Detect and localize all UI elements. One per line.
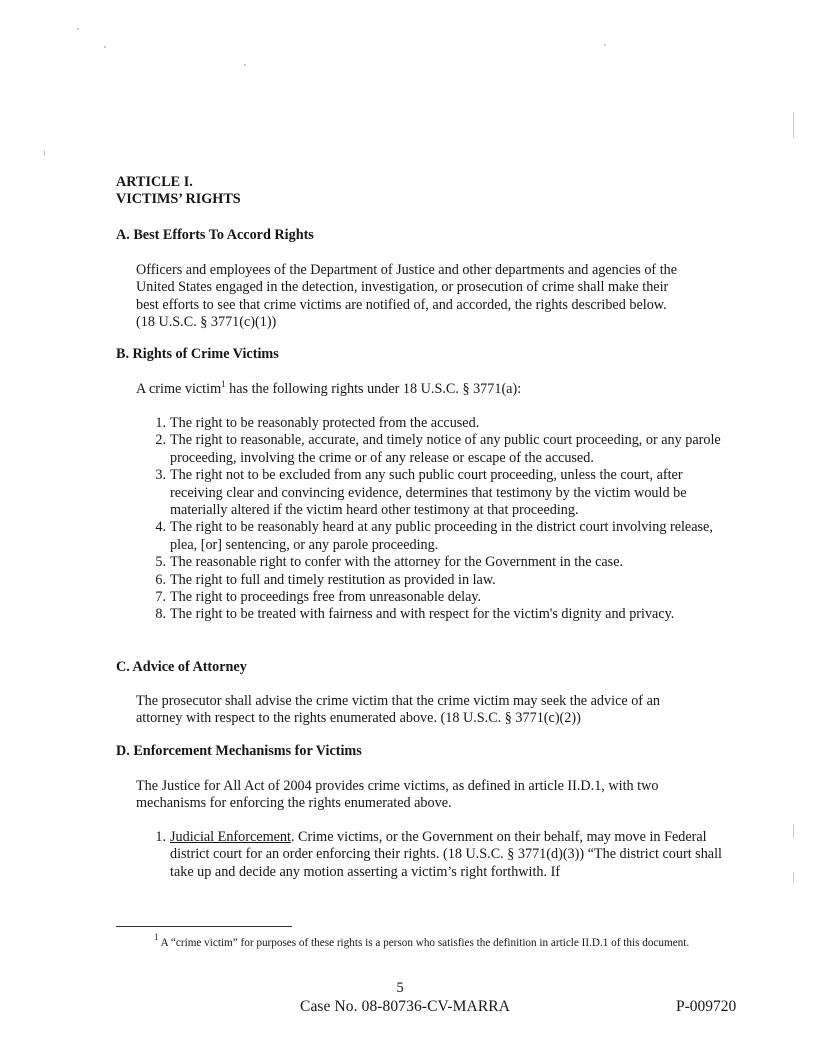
- rights-list: [136, 415, 730, 624]
- rights-list-item: [155, 606, 730, 623]
- rights-list-item: [155, 519, 730, 554]
- list-number: 6.: [155, 571, 166, 588]
- article-number: ARTICLE I.: [116, 174, 193, 190]
- mechanism-text: . Crime victims, or the Government on their behalf, may move in Federal district court for an order enforcing their rights. (18 U.S.C. § 3771(d)(3)) “The district court shall take up and decide any motion asserting a victim’s right forthwith. If: [170, 829, 722, 880]
- footnote-marker: 1: [154, 932, 159, 942]
- list-number: 5.: [155, 554, 166, 571]
- section-d-body: The Justice for All Act of 2004 provides crime victims, as defined in article II.D.1, with two mechanisms for enforcing the rights enumerated above.: [136, 778, 659, 812]
- list-number: 1.: [155, 415, 166, 431]
- list-number: 4.: [155, 519, 166, 536]
- list-number: 1.: [155, 829, 166, 845]
- list-item-text: The right to reasonable, accurate, and timely notice of any public court proceeding, or any parole proceeding, involving the crime or of any release or escape of the accused.: [170, 432, 721, 466]
- scan-edge-mark: [793, 112, 794, 138]
- list-item-text: The right not to be excluded from any such public court proceeding, unless the court, after receiving clear and convincing evidence, determines that testimony by the victim would be materially altered if the victim heard other testimony at that proceeding.: [170, 467, 687, 519]
- rights-list-item: [155, 415, 730, 432]
- list-number: 7.: [155, 589, 166, 606]
- list-number: 8.: [155, 606, 166, 623]
- section-c-heading: C. Advice of Attorney: [116, 659, 247, 675]
- list-number: 2.: [155, 432, 166, 449]
- list-number: 3.: [155, 467, 166, 484]
- rights-list-item: [155, 589, 730, 606]
- footnote-separator: [116, 926, 292, 927]
- section-a-body: Officers and employees of the Department of Justice and other departments and agencies of the United States engaged in the detection, investigation, or prosecution of crime shall make their best efforts to see that crime victims are notified of, and accorded, the rights described below. (18 U.S.C. § 3771(c)(1)): [136, 262, 678, 331]
- bates-number: P-009720: [676, 998, 737, 1015]
- footnote-text: A “crime victim” for purposes of these rights is a person who satisfies the definition in article II.D.1 of this document.: [158, 937, 690, 949]
- list-item-text: The right to be reasonably heard at any public proceeding in the district court involving release, plea, [or] sentencing, or any parole proceeding.: [170, 519, 713, 553]
- rights-list-item: [155, 467, 730, 519]
- scan-speck: [104, 46, 106, 48]
- list-item-text: The right to be reasonably protected from the accused.: [170, 415, 480, 431]
- enforcement-list: [136, 829, 730, 881]
- article-title: VICTIMS’ RIGHTS: [116, 191, 241, 207]
- section-b-intro-before: A crime victim: [136, 381, 222, 397]
- scan-edge-mark: [793, 872, 794, 884]
- scan-speck: [44, 150, 45, 156]
- rights-list-item: [155, 571, 730, 589]
- mechanism-title: Judicial Enforcement: [170, 829, 291, 845]
- scan-speck: [77, 28, 79, 30]
- list-item-text: The right to be treated with fairness and with respect for the victim's dignity and privacy.: [170, 606, 675, 623]
- list-item-text: The reasonable right to confer with the attorney for the Government in the case.: [170, 554, 624, 571]
- list-item-text: The right to full and timely restitution as provided in law.: [170, 571, 496, 588]
- list-item-text: The right to proceedings free from unreasonable delay.: [170, 589, 482, 606]
- section-b-intro-after: has the following rights under 18 U.S.C. § 3771(a):: [225, 381, 522, 397]
- footnote-ref-marker: 1: [221, 379, 226, 389]
- section-a-heading: A. Best Efforts To Accord Rights: [116, 227, 314, 243]
- scan-speck: [604, 44, 606, 46]
- footnote: [116, 932, 696, 950]
- enforcement-list-item: [155, 829, 730, 881]
- section-c-body: The prosecutor shall advise the crime victim that the crime victim may seek the advice of an attorney with respect to the rights enumerated above. (18 U.S.C. § 3771(c)(2)): [136, 693, 660, 727]
- scan-edge-mark: [793, 824, 794, 838]
- scan-speck: [244, 64, 246, 66]
- section-b-heading: B. Rights of Crime Victims: [116, 346, 279, 362]
- section-b-intro: [136, 381, 521, 398]
- case-number: Case No. 08-80736-CV-MARRA: [300, 998, 510, 1015]
- rights-list-item: [155, 432, 730, 467]
- rights-list-item: [155, 554, 730, 571]
- page-number: 5: [396, 980, 404, 996]
- section-d-heading: D. Enforcement Mechanisms for Victims: [116, 743, 362, 759]
